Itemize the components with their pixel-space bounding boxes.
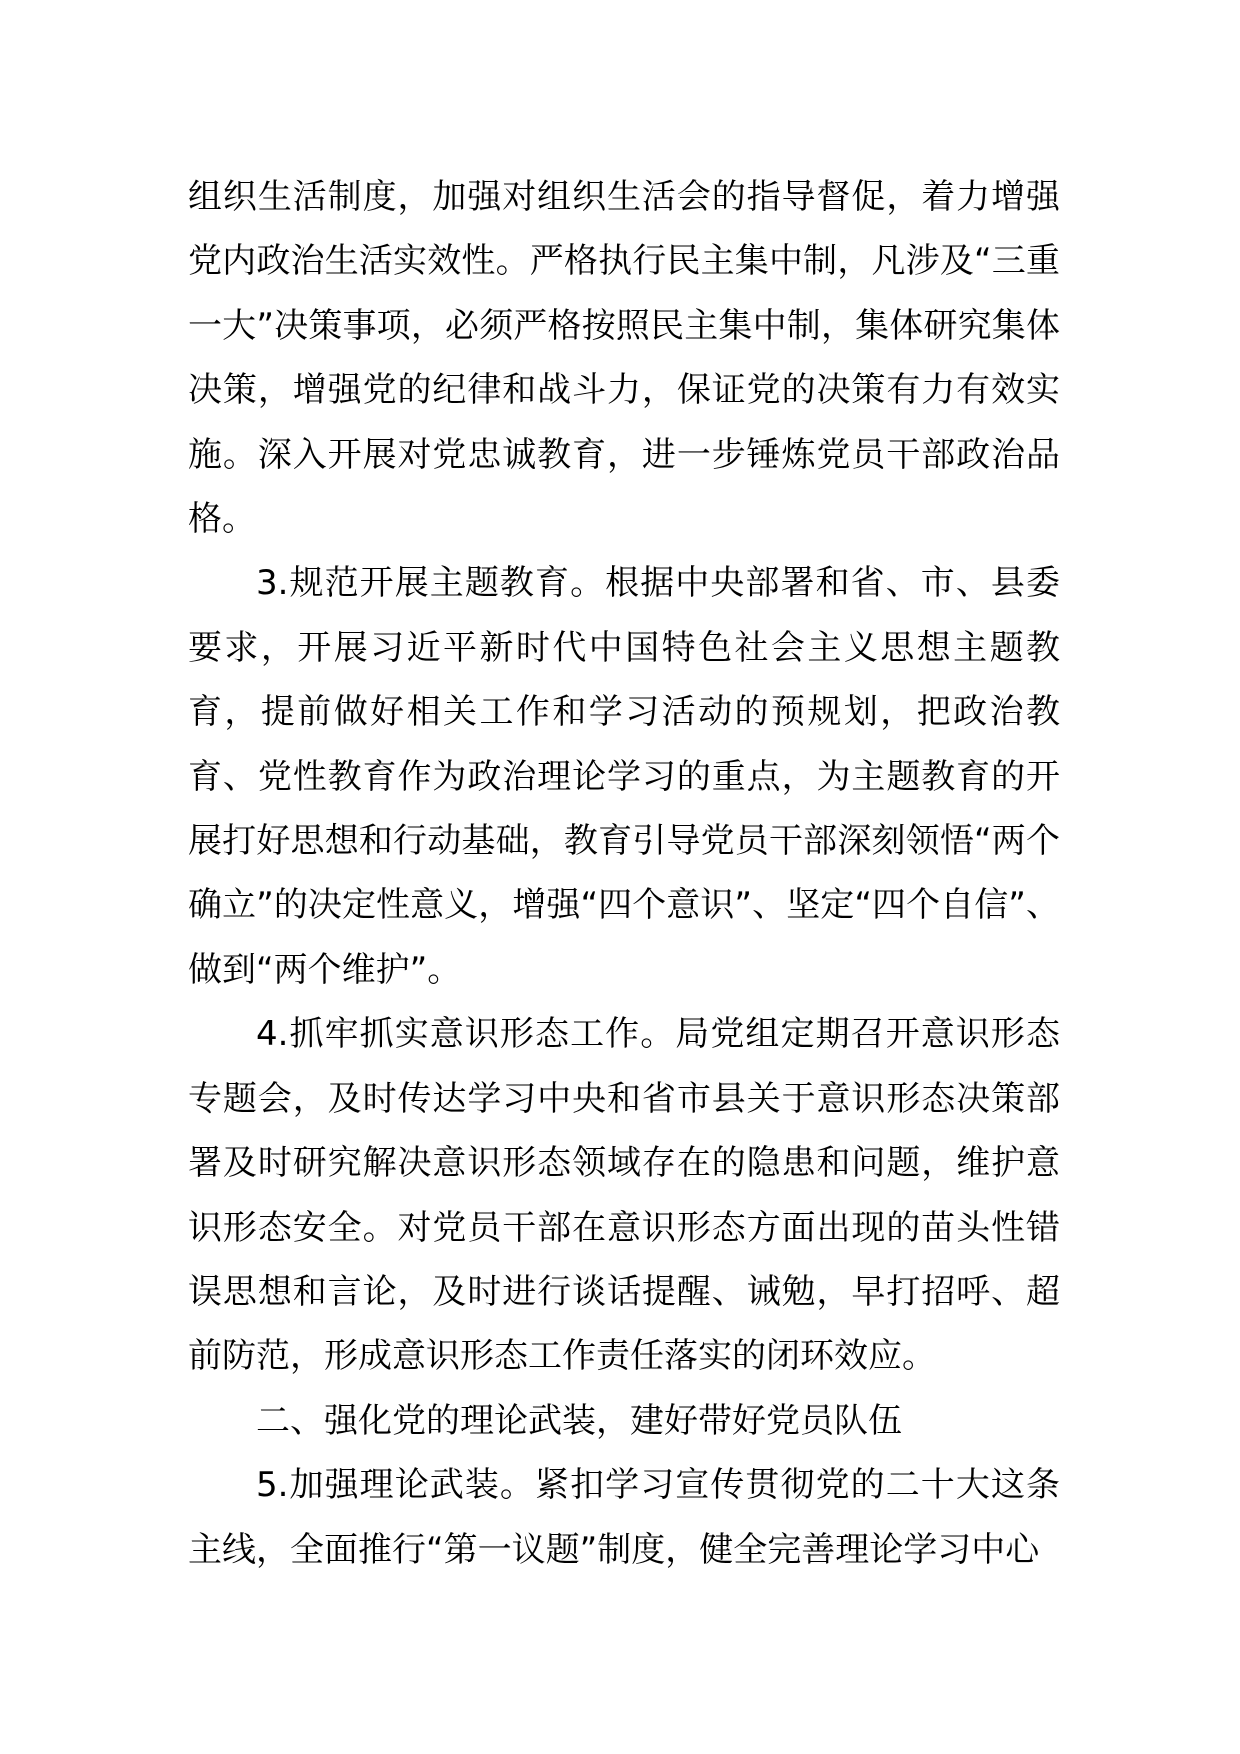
paragraph-item-4: 4.抓牢抓实意识形态工作。局党组定期召开意识形态专题会，及时传达学习中央和省市县关于意识形态决策部署及时研究解决意识形态领域存在的隐患和问题，维护意识形态安全。对党员干部在意识形态方面出现的苗头性错误思想和言论，及时进行谈话提醒、诫勉，早打招呼、超前防范，形成意识形态工作责任落实的闭环效应。 bbox=[188, 1014, 1060, 1377]
paragraph-continuation: 组织生活制度，加强对组织生活会的指导督促，着力增强党内政治生活实效性。严格执行民主集中制，凡涉及“三重一大”决策事项，必须严格按照民主集中制，集体研究集体决策，增强党的纪律和战斗力，保证党的决策有力有效实施。深入开展对党忠诚教育，进一步锤炼党员干部政治品格。 bbox=[188, 177, 1060, 540]
paragraph-item-3: 3.规范开展主题教育。根据中央部署和省、市、县委要求，开展习近平新时代中国特色社会主义思想主题教育，提前做好相关工作和学习活动的预规划，把政治教育、党性教育作为政治理论学习的重点，为主题教育的开展打好思想和行动基础，教育引导党员干部深刻领悟“两个确立”的决定性意义，增强“四个意识”、坚定“四个自信”、做到“两个维护”。 bbox=[188, 563, 1060, 990]
paragraph-item-5: 5.加强理论武装。紧扣学习宣传贯彻党的二十大这条主线，全面推行“第一议题”制度，健全完善理论学习中心 bbox=[188, 1465, 1060, 1570]
section-heading: 二、强化党的理论武装，建好带好党员队伍 bbox=[256, 1400, 902, 1441]
document-body bbox=[188, 165, 1060, 1582]
